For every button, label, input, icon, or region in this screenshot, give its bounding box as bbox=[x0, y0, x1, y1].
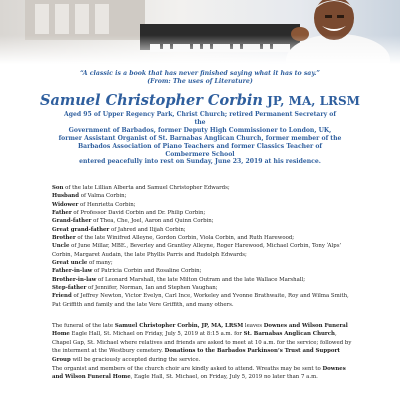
relation-item bbox=[52, 234, 356, 242]
bio-line: Barbados Association of Piano Teachers and former Classics Teacher of Combermere School bbox=[77, 142, 323, 158]
relation-text: of Jennifer, Norman, Ian and Stephen Vaughan; bbox=[86, 285, 218, 292]
bio-line: former Assistant Organist of St. Barnabas Anglican Church, former member of the bbox=[58, 134, 342, 142]
funeral-text: The funeral of the late bbox=[52, 323, 115, 329]
relation-text: of Thea, Che, Joel, Aaron and Quinn Corbin; bbox=[91, 218, 214, 225]
funeral-home: Downes and Wilson Funeral Home bbox=[52, 323, 348, 338]
relation-item bbox=[52, 284, 356, 292]
relation-item bbox=[52, 209, 356, 217]
funeral-details-paragraph bbox=[52, 322, 356, 364]
deceased-name: Samuel Christopher Corbin bbox=[40, 92, 263, 109]
relation-text: of Leonard Marshall, the late Milton Outram and the late Wallace Marshall; bbox=[96, 276, 306, 283]
relation-item bbox=[52, 217, 356, 225]
relation-label: Son bbox=[52, 185, 64, 191]
funeral-church: St. Barnabas Anglican Church bbox=[243, 331, 335, 338]
deceased-name-heading bbox=[0, 90, 400, 109]
biography-block bbox=[58, 111, 342, 166]
relation-item bbox=[52, 184, 356, 192]
relation-label: Widower bbox=[52, 201, 79, 208]
relation-item bbox=[52, 292, 356, 309]
relation-label: Uncle bbox=[52, 243, 70, 250]
relation-text: of many; bbox=[87, 260, 113, 267]
relation-text: of Valma Corbin; bbox=[79, 193, 127, 200]
relation-text: of Henrietta Corbin; bbox=[78, 201, 136, 208]
header-fade bbox=[0, 0, 400, 64]
funeral-name: Samuel Christopher Corbin, JP, MA, LRSM bbox=[114, 323, 244, 329]
quote-line: “A classic is a book that has never finished saying what it has to say.” bbox=[80, 70, 320, 77]
relation-label: Husband bbox=[52, 193, 79, 200]
relation-item bbox=[52, 276, 356, 284]
deceased-titles: JP, MA, LRSM bbox=[262, 94, 360, 108]
funeral-donations: Donations to the Barbados Parkinson’s Trust and Support Group bbox=[52, 348, 340, 363]
funeral-text: will be graciously accepted during the service. bbox=[70, 356, 201, 363]
relation-label: Grand-father bbox=[52, 218, 92, 225]
relation-item bbox=[52, 259, 356, 267]
relation-label: Great grand-father bbox=[52, 226, 110, 233]
relation-text: of the late Winifred Alleyne, Gordon Corbin, Viola Corbin, and Ruth Harewood; bbox=[75, 235, 295, 242]
bio-line: entered peacefully into rest on Sunday, June 23, 2019 at his residence. bbox=[79, 158, 321, 166]
relations-list bbox=[52, 184, 356, 309]
bio-line: Government of Barbados, former Deputy High Commissioner to London, UK, bbox=[68, 126, 332, 134]
header-photo-collage bbox=[0, 0, 400, 64]
relation-label: Father bbox=[52, 210, 72, 217]
relation-label: Friend bbox=[52, 293, 72, 300]
relation-text: of June Millar, MBE., Beverley and Grantley Alleyne, Roger Harewood, Michael Corbin, Tony ‘Alps’ Corbin, Margaret Audain, the late Phyllis Parris and Rudolph Edwards; bbox=[52, 243, 342, 258]
relation-item bbox=[52, 242, 356, 259]
funeral-text: , Chapel Gap, St. Michael where relatives and friends are asked to meet at 10 a.m. for the service; followed by the interment at the Westbury cemetery. bbox=[52, 331, 352, 355]
relation-label: Father-in-law bbox=[52, 268, 93, 275]
relation-item bbox=[52, 267, 356, 275]
choir-text: , Eagle Hall, St. Michael, on Friday, July 5, 2019 no later than 7 a.m. bbox=[130, 374, 318, 381]
relation-text: of Jahred and Ilijah Corbin; bbox=[109, 226, 186, 233]
relation-text: of Professor David Corbin and Dr. Philip Corbin; bbox=[71, 210, 206, 217]
bio-line: Aged 95 of Upper Regency Park, Christ Church; retired Permanent Secretary of the bbox=[64, 111, 336, 126]
relation-text: of the late Lillian Alberta and Samuel Christopher Edwards; bbox=[63, 185, 230, 191]
relation-label: Brother bbox=[52, 235, 76, 242]
relation-item bbox=[52, 201, 356, 209]
funeral-text: leaves bbox=[243, 323, 264, 329]
choir-wreaths-paragraph bbox=[52, 365, 356, 382]
choir-text: The organist and members of the church choir are kindly asked to attend. Wreaths may be sent to bbox=[52, 366, 323, 372]
relation-item bbox=[52, 192, 356, 200]
relation-label: Great uncle bbox=[52, 260, 88, 267]
relation-label: Brother-in-law bbox=[52, 276, 97, 283]
choir-funeral-home: Downes and Wilson Funeral Home bbox=[52, 366, 346, 381]
relation-text: of Jeffrey Newton, Victor Evelyn, Carl Ince, Workeley and Yvonne Brathwaite, Roy and Wilma Smith, Pat Griffith and family and the late Vere Griffith, and many others. bbox=[52, 293, 349, 308]
relation-text: of Patricia Corbin and Rosaline Corbin; bbox=[92, 268, 202, 275]
epigraph-quote bbox=[0, 70, 400, 86]
relation-label: Step-father bbox=[52, 285, 87, 292]
funeral-text: Eagle Hall, St. Michael on Friday, July 5, 2019 at 8:15 a.m. for bbox=[69, 331, 244, 338]
relation-item bbox=[52, 226, 356, 234]
quote-source: (From: The uses of Literature) bbox=[147, 78, 253, 85]
